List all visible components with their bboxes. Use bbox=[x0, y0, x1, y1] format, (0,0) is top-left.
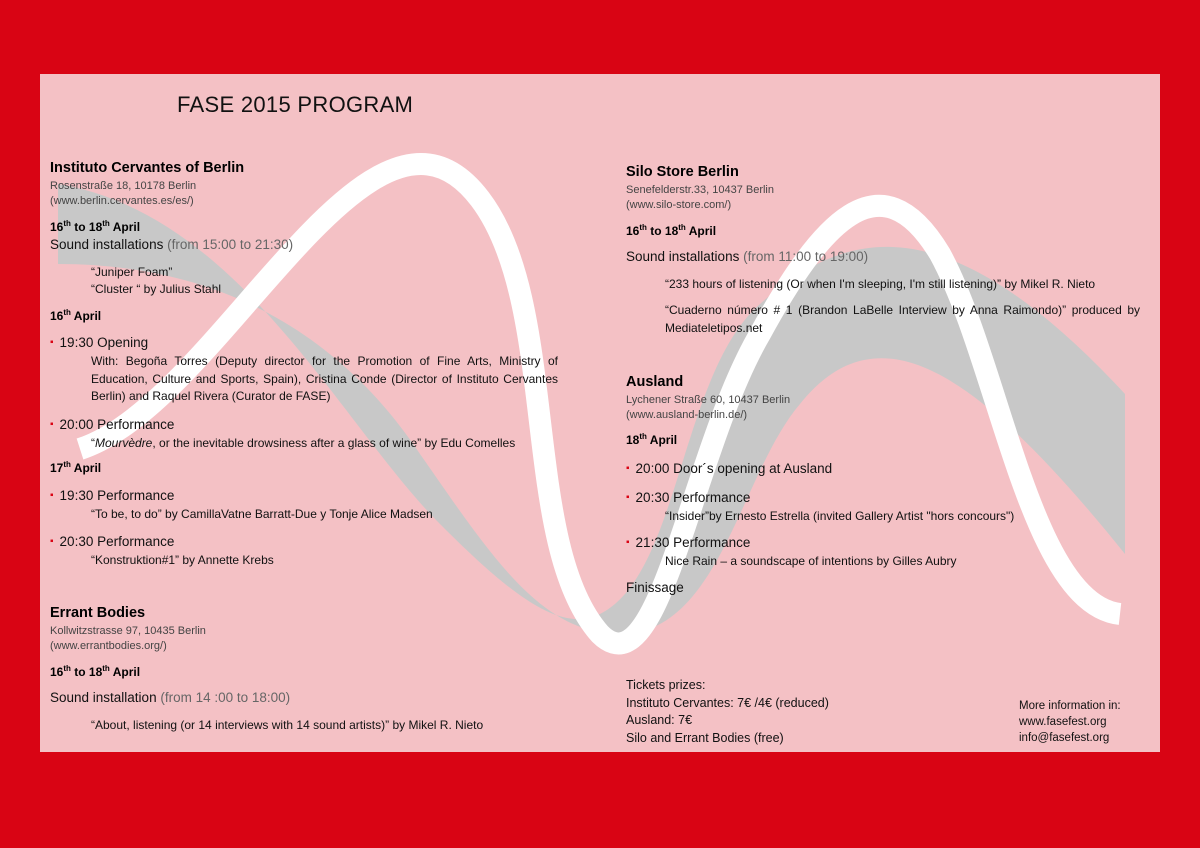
date-sup: th bbox=[63, 219, 71, 228]
bullet-icon: ▪ bbox=[50, 337, 54, 348]
installation-label bbox=[626, 249, 868, 264]
event-label: 19:30 Performance bbox=[59, 488, 175, 503]
venue-ausland-address bbox=[626, 393, 790, 423]
tickets-info bbox=[626, 677, 829, 747]
date-tail: April bbox=[685, 224, 717, 238]
date-day: 17 bbox=[50, 461, 64, 475]
venue-cervantes-address bbox=[50, 179, 196, 209]
finissage-event: Finissage bbox=[626, 580, 684, 595]
event-label: 19:30 Opening bbox=[59, 335, 149, 350]
quote-open: “ bbox=[91, 436, 95, 450]
work-title: Mourvèdre bbox=[95, 436, 153, 450]
tickets-heading: Tickets prizes: bbox=[626, 678, 706, 692]
date-label bbox=[626, 223, 716, 238]
date-sup: th bbox=[102, 664, 110, 673]
bullet-icon: ▪ bbox=[50, 419, 54, 430]
date-label bbox=[50, 219, 140, 234]
date-sup: th bbox=[678, 223, 686, 232]
installation-item: “233 hours of listening (Or when I'm sleeping, I'm still listening)” by Mikel R. Nieto bbox=[665, 277, 1096, 291]
date-day: 16 bbox=[50, 220, 64, 234]
event-label: 21:30 Performance bbox=[635, 535, 751, 550]
installation-item: “Cuaderno número # 1 (Brandon LaBelle Interview by Anna Raimondo)” produced by Mediateletipos.net bbox=[665, 303, 1140, 335]
event-label: 20:30 Performance bbox=[635, 490, 751, 505]
date-sup: th bbox=[63, 664, 71, 673]
venue-cervantes-name: Instituto Cervantes of Berlin bbox=[50, 160, 245, 176]
ticket-line: Silo and Errant Bodies (free) bbox=[626, 730, 784, 745]
venue-url[interactable]: (www.silo-store.com/) bbox=[626, 199, 732, 211]
date-label bbox=[50, 460, 101, 475]
ticket-line: Instituto Cervantes: 7€ /4€ (reduced) bbox=[626, 695, 829, 710]
page-title: FASE 2015 PROGRAM bbox=[177, 92, 414, 117]
date-day: 16 bbox=[626, 224, 640, 238]
performance-event bbox=[50, 417, 174, 432]
date-sup: th bbox=[102, 219, 110, 228]
address-text: Lychener Straße 60, 10437 Berlin bbox=[626, 394, 791, 406]
performance-description: Nice Rain – a soundscape of intentions by Gilles Aubry bbox=[665, 554, 957, 568]
date-day: 16 bbox=[50, 665, 64, 679]
date-sup: th bbox=[639, 223, 647, 232]
date-sup: th bbox=[63, 308, 71, 317]
event-label: Sound installations bbox=[50, 237, 168, 252]
event-label: 20:00 Performance bbox=[59, 417, 175, 432]
address-text: Senefelderstr.33, 10437 Berlin bbox=[626, 184, 774, 196]
list-item: “Juniper Foam” bbox=[91, 265, 173, 279]
venue-silo-address bbox=[626, 183, 774, 213]
performance-description bbox=[91, 435, 515, 452]
bullet-icon: ▪ bbox=[50, 490, 54, 501]
work-rest: , or the inevitable drowsiness after a glass of wine” by Edu Comelles bbox=[152, 436, 516, 450]
date-label bbox=[626, 432, 677, 447]
website-link[interactable]: www.fasefest.org bbox=[1019, 716, 1107, 728]
venue-url[interactable]: (www.errantbodies.org/) bbox=[50, 640, 167, 652]
date-day: 16 bbox=[50, 309, 64, 323]
date-mid: to 18 bbox=[70, 665, 103, 679]
list-item: “Cluster “ by Julius Stahl bbox=[91, 282, 222, 296]
event-label: Sound installations bbox=[626, 249, 744, 264]
event-label: 20:30 Performance bbox=[59, 534, 175, 549]
installation-label bbox=[50, 690, 290, 705]
installation-label bbox=[50, 237, 293, 252]
venue-ausland-name: Ausland bbox=[626, 374, 684, 390]
performance-description: “To be, to do” by CamillaVatne Barratt-Due y Tonje Alice Madsen bbox=[91, 507, 433, 521]
event-label: Sound installation bbox=[50, 690, 161, 705]
performance-description: “Konstruktion#1” by Annette Krebs bbox=[91, 553, 274, 567]
email-link[interactable]: info@fasefest.org bbox=[1019, 732, 1110, 744]
door-opening-event bbox=[626, 461, 832, 476]
performance-event bbox=[50, 534, 174, 549]
program-panel bbox=[40, 74, 1160, 752]
date-label bbox=[50, 308, 101, 323]
venue-silo-name: Silo Store Berlin bbox=[626, 164, 739, 180]
ticket-line: Ausland: 7€ bbox=[626, 713, 693, 727]
opening-event bbox=[50, 335, 148, 350]
installation-list bbox=[91, 264, 221, 298]
venue-errant-name: Errant Bodies bbox=[50, 605, 146, 621]
date-tail: April bbox=[109, 665, 141, 679]
date-mid: to 18 bbox=[70, 220, 103, 234]
bullet-icon: ▪ bbox=[626, 537, 630, 548]
date-tail: April bbox=[70, 309, 102, 323]
event-time: (from 15:00 to 21:30) bbox=[167, 237, 294, 252]
date-sup: th bbox=[63, 460, 71, 469]
performance-description: “Insider”by Ernesto Estrella (invited Gallery Artist "hors concours") bbox=[665, 509, 1015, 523]
event-time: (from 11:00 to 19:00) bbox=[743, 249, 869, 264]
bullet-icon: ▪ bbox=[50, 536, 54, 547]
performance-event bbox=[50, 488, 174, 503]
date-label bbox=[50, 664, 140, 679]
venue-url[interactable]: (www.ausland-berlin.de/) bbox=[626, 409, 748, 421]
address-text: Rosenstraße 18, 10178 Berlin bbox=[50, 180, 197, 192]
event-label: 20:00 Door´s opening at Ausland bbox=[635, 461, 833, 476]
venue-url[interactable]: (www.berlin.cervantes.es/es/) bbox=[50, 195, 194, 207]
date-tail: April bbox=[109, 220, 141, 234]
opening-description: With: Begoña Torres (Deputy director for the Promotion of Fine Arts, Ministry of Education, Culture and Sports, Spain), Cristina Conde (Director of Instituto Cervantes Berlin) and Raquel Rivera (Curator de FASE) bbox=[91, 354, 558, 403]
date-tail: April bbox=[70, 461, 102, 475]
date-mid: to 18 bbox=[646, 224, 679, 238]
more-info-heading: More information in: bbox=[1019, 700, 1121, 712]
date-day: 18 bbox=[626, 433, 640, 447]
performance-event bbox=[626, 535, 750, 550]
date-tail: April bbox=[646, 433, 678, 447]
event-time: (from 14 :00 to 18:00) bbox=[160, 690, 291, 705]
venue-errant-address bbox=[50, 624, 206, 654]
address-text: Kollwitzstrasse 97, 10435 Berlin bbox=[50, 625, 206, 637]
bullet-icon: ▪ bbox=[626, 463, 630, 474]
more-info bbox=[1019, 698, 1121, 746]
performance-event bbox=[626, 490, 750, 505]
installation-description: “About, listening (or 14 interviews with 14 sound artists)” by Mikel R. Nieto bbox=[91, 718, 484, 732]
date-sup: th bbox=[639, 432, 647, 441]
bullet-icon: ▪ bbox=[626, 492, 630, 503]
